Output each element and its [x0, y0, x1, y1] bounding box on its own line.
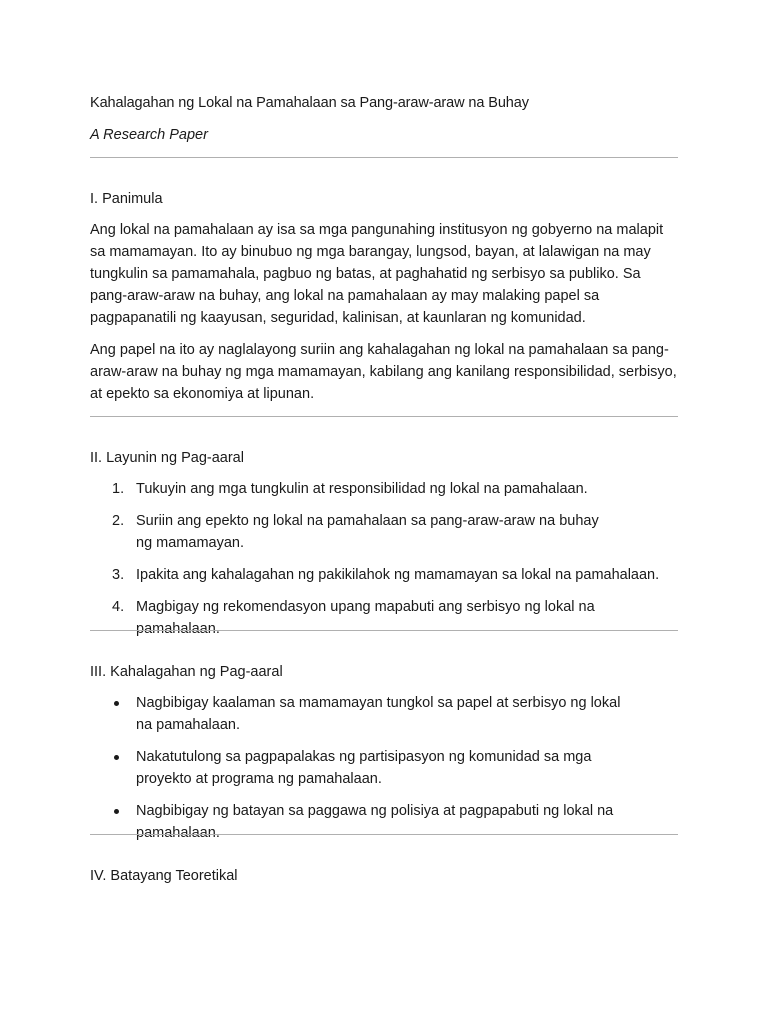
list-item-text: Suriin ang epekto ng lokal na pamahalaan sa pang-araw-araw na buhay ng mamamayan.	[136, 513, 599, 551]
list-item-text: Ipakita ang kahalagahan ng pakikilahok ng mamamayan sa lokal na pamahalaan.	[136, 567, 660, 583]
list-item-text: Tukuyin ang mga tungkulin at responsibilidad ng lokal na pamahalaan.	[136, 481, 588, 497]
bullet-icon	[114, 809, 119, 814]
intro-paragraph-1: Ang lokal na pamahalaan ay isa sa mga pangunahing institusyon ng gobyerno na malapit sa mamamayan. Ito ay binubuo ng mga barangay, lungsod, bayan, at lalawigan na may tungkulin sa pamamahala, pagbuo ng batas, at paghahatid ng serbisyo sa publiko. Sa pang-araw-araw na buhay, ang lokal na pamahalaan ay may malaking papel sa pagpapanatili ng kaayusan, seguridad, kalinisan, at kaunlaran ng komunidad.	[90, 222, 664, 326]
list-item-text: Nagbibigay kaalaman sa mamamayan tungkol sa papel at serbisyo ng lokal na pamahalaan.	[136, 695, 621, 733]
bullet-icon	[114, 755, 119, 760]
list-item-text: Magbigay ng rekomendasyon upang mapabuti ang serbisyo ng lokal na pamahalaan.	[136, 599, 595, 637]
intro-paragraph-2: Ang papel na ito ay naglalayong suriin ang kahalagahan ng lokal na pamahalaan sa pang-araw-araw na buhay ng mga mamamayan, kabilang ang kanilang responsibilidad, serbisyo, at epekto sa ekonomiya at lipunan.	[90, 342, 677, 402]
document-subtitle: A Research Paper	[90, 127, 208, 143]
bullet-icon	[114, 701, 119, 706]
document-title: Kahalagahan ng Lokal na Pamahalaan sa Pang-araw-araw na Buhay	[90, 95, 529, 111]
list-number: 1.	[112, 481, 125, 497]
section-heading-significance: III. Kahalagahan ng Pag-aaral	[90, 664, 283, 680]
list-item-text: Nagbibigay ng batayan sa paggawa ng polisiya at pagpapabuti ng lokal na pamahalaan.	[136, 803, 614, 841]
section-divider	[90, 157, 678, 158]
list-number: 3.	[112, 567, 125, 583]
section-heading-theory: IV. Batayang Teoretikal	[90, 868, 238, 884]
list-item-text: Nakatutulong sa pagpapalakas ng partisipasyon ng komunidad sa mga proyekto at programa ng pamahalaan.	[136, 749, 592, 787]
section-divider	[90, 630, 678, 631]
list-number: 4.	[112, 599, 125, 615]
section-heading-objectives: II. Layunin ng Pag-aaral	[90, 450, 244, 466]
section-divider	[90, 416, 678, 417]
section-heading-intro: I. Panimula	[90, 191, 163, 207]
section-divider	[90, 834, 678, 835]
list-number: 2.	[112, 513, 125, 529]
